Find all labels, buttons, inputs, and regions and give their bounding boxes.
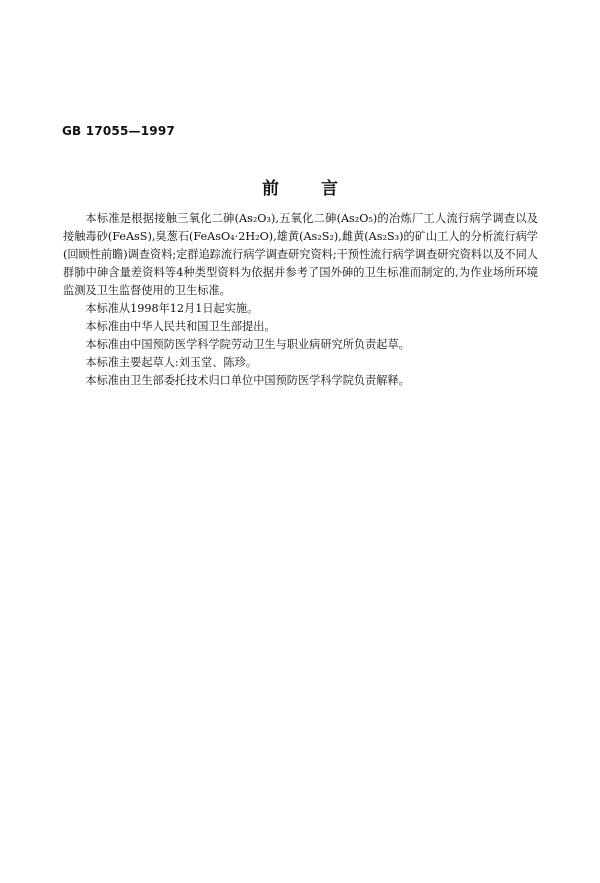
paragraph-effective-date: 本标准从1998年12月1日起实施。: [85, 302, 259, 315]
paragraph-drafters: 本标准主要起草人:刘玉堂、陈珍。: [85, 356, 257, 369]
paragraph-drafting-unit: 本标准由中国预防医学科学院劳动卫生与职业病研究所负责起草。: [85, 338, 410, 351]
foreword-body: [63, 210, 538, 390]
standard-number: GB 17055—1997: [62, 124, 175, 138]
foreword-title: 前言: [262, 179, 380, 199]
paragraph-interpretation: 本标准由卫生部委托技术归口单位中国预防医学科学院负责解释。: [85, 374, 410, 387]
paragraph-basis: 本标准是根据接触三氧化二砷(As₂O₃),五氧化二砷(As₂O₅)的冶炼厂工人流行病学调查以及接触毒砂(FeAsS),臭葱石(FeAsO₄·2H₂O),雄黄(As₂S₂),雌黄(As₂S₃)的矿山工人的分析流行病学(回顾性前瞻)调查资料;定群追踪流行病学调查研究资料;干预性流行病学调查研究资料以及不同人群肺中砷含量差资料等4种类型资料为依据并参考了国外砷的卫生标准而制定的,为作业场所环境监测及卫生监督使用的卫生标准。: [63, 212, 538, 297]
paragraph-proposer: 本标准由中华人民共和国卫生部提出。: [85, 320, 276, 333]
